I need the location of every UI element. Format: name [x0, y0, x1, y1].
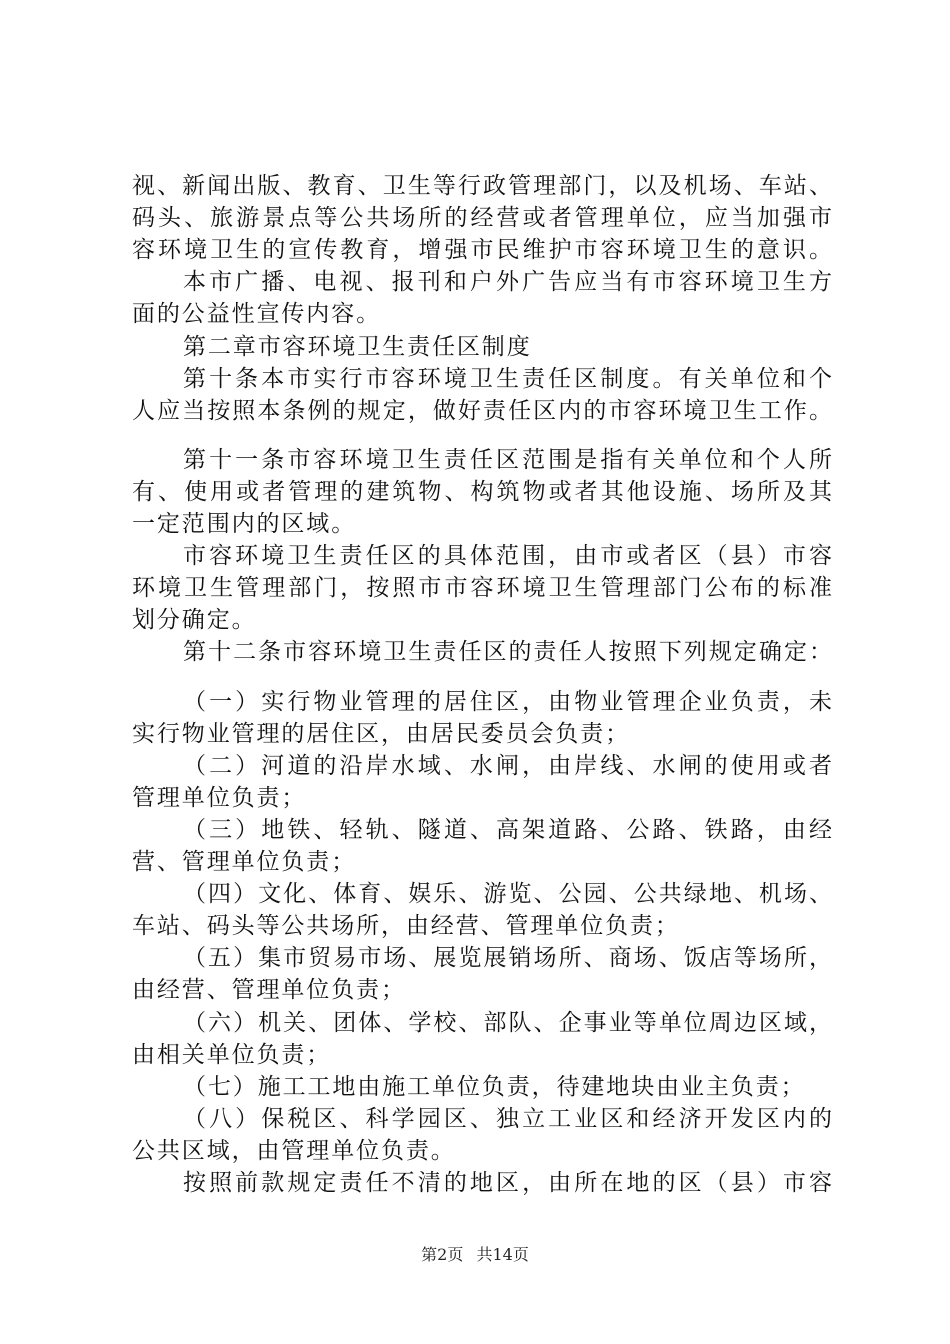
text-line: 本市广播、电视、报刊和户外广告应当有市容环境卫生方: [183, 269, 832, 296]
text-line: 面的公益性宣传内容。: [132, 301, 381, 328]
page-total: 共14页: [476, 1245, 529, 1264]
text-line: 管理单位负责；: [132, 784, 307, 811]
text-line: （八）保税区、科学园区、独立工业区和经济开发区内的: [183, 1105, 832, 1132]
text-line: 第十二条市容环境卫生责任区的责任人按照下列规定确定：: [183, 639, 832, 666]
text-line: 人应当按照本条例的规定，做好责任区内的市容环境卫生工作。: [132, 397, 832, 424]
text-line: 有、使用或者管理的建筑物、构筑物或者其他设施、场所及其: [132, 478, 832, 505]
text-line: 码头、旅游景点等公共场所的经营或者管理单位，应当加强市: [132, 205, 832, 232]
text-line: 车站、码头等公共场所，由经营、管理单位负责；: [132, 913, 680, 940]
text-line: 第十条本市实行市容环境卫生责任区制度。有关单位和个: [183, 365, 832, 392]
text-line: （四）文化、体育、娱乐、游览、公园、公共绿地、机场、: [183, 881, 832, 908]
text-line: 第十一条市容环境卫生责任区范围是指有关单位和个人所: [183, 446, 832, 473]
text-line: 第二章市容环境卫生责任区制度: [183, 333, 532, 360]
text-line: （七）施工工地由施工单位负责，待建地块由业主负责；: [183, 1073, 806, 1100]
text-line: （三）地铁、轻轨、隧道、高架道路、公路、铁路，由经: [183, 816, 832, 843]
page-footer: [0, 1244, 950, 1266]
text-line: （二）河道的沿岸水域、水闸，由岸线、水闸的使用或者: [183, 752, 832, 779]
text-line: （六）机关、团体、学校、部队、企事业等单位周边区域，: [183, 1009, 832, 1036]
page-number: 第2页: [421, 1245, 464, 1264]
text-line: 视、新闻出版、教育、卫生等行政管理部门，以及机场、车站、: [132, 173, 832, 199]
text-line: （五）集市贸易市场、展览展销场所、商场、饭店等场所，: [183, 945, 832, 972]
text-line: 容环境卫生的宣传教育，增强市民维护市容环境卫生的意识。: [132, 237, 832, 264]
text-line: 由经营、管理单位负责；: [132, 977, 406, 1004]
text-line: （一）实行物业管理的居住区，由物业管理企业负责，未: [183, 688, 832, 715]
text-line: 营、管理单位负责；: [132, 849, 357, 875]
text-line: 由相关单位负责；: [132, 1041, 332, 1068]
text-line: 公共区域，由管理单位负责。: [132, 1137, 456, 1164]
text-line: 划分确定。: [132, 607, 257, 634]
text-line: 按照前款规定责任不清的地区，由所在地的区（县）市容: [183, 1170, 832, 1196]
text-line: 市容环境卫生责任区的具体范围，由市或者区（县）市容: [183, 543, 832, 570]
text-line: 环境卫生管理部门，按照市市容环境卫生管理部门公布的标准: [132, 575, 832, 602]
text-line: 实行物业管理的居住区，由居民委员会负责；: [132, 720, 630, 747]
text-line: 一定范围内的区域。: [132, 511, 357, 537]
